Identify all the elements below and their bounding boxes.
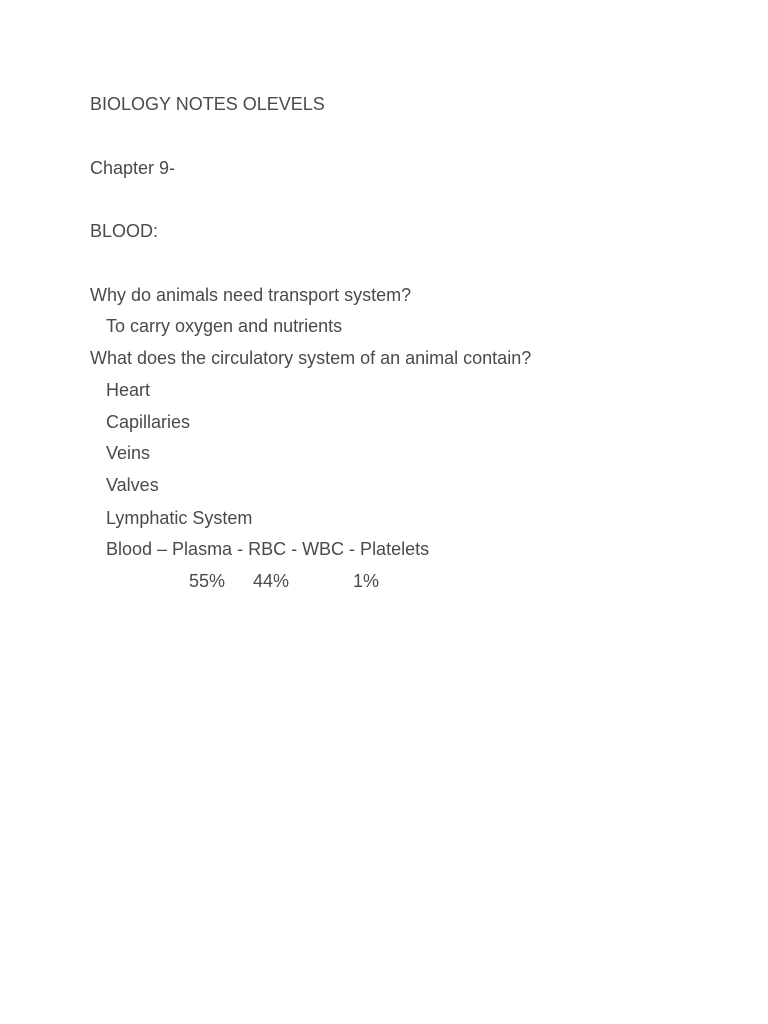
list-item: Veins [106, 443, 151, 463]
list-item: Capillaries [106, 412, 191, 432]
list-item: Lymphatic System [106, 508, 253, 528]
list-item: Blood – Plasma - RBC - WBC - Platelets [106, 539, 430, 559]
list-item: Heart [106, 380, 151, 400]
question-2: What does the circulatory system of an animal contain? [90, 348, 532, 368]
section-heading: BLOOD: [90, 221, 159, 241]
document-title: BIOLOGY NOTES OLEVELS [90, 94, 325, 114]
list-item: Valves [106, 475, 159, 495]
question-1: Why do animals need transport system? [90, 285, 412, 305]
answer-1: To carry oxygen and nutrients [106, 316, 343, 336]
rbc-percentage: 44% [253, 571, 290, 591]
plasma-percentage: 55% [189, 571, 226, 591]
wbc-platelets-percentage: 1% [353, 571, 380, 591]
chapter-heading: Chapter 9- [90, 158, 176, 178]
